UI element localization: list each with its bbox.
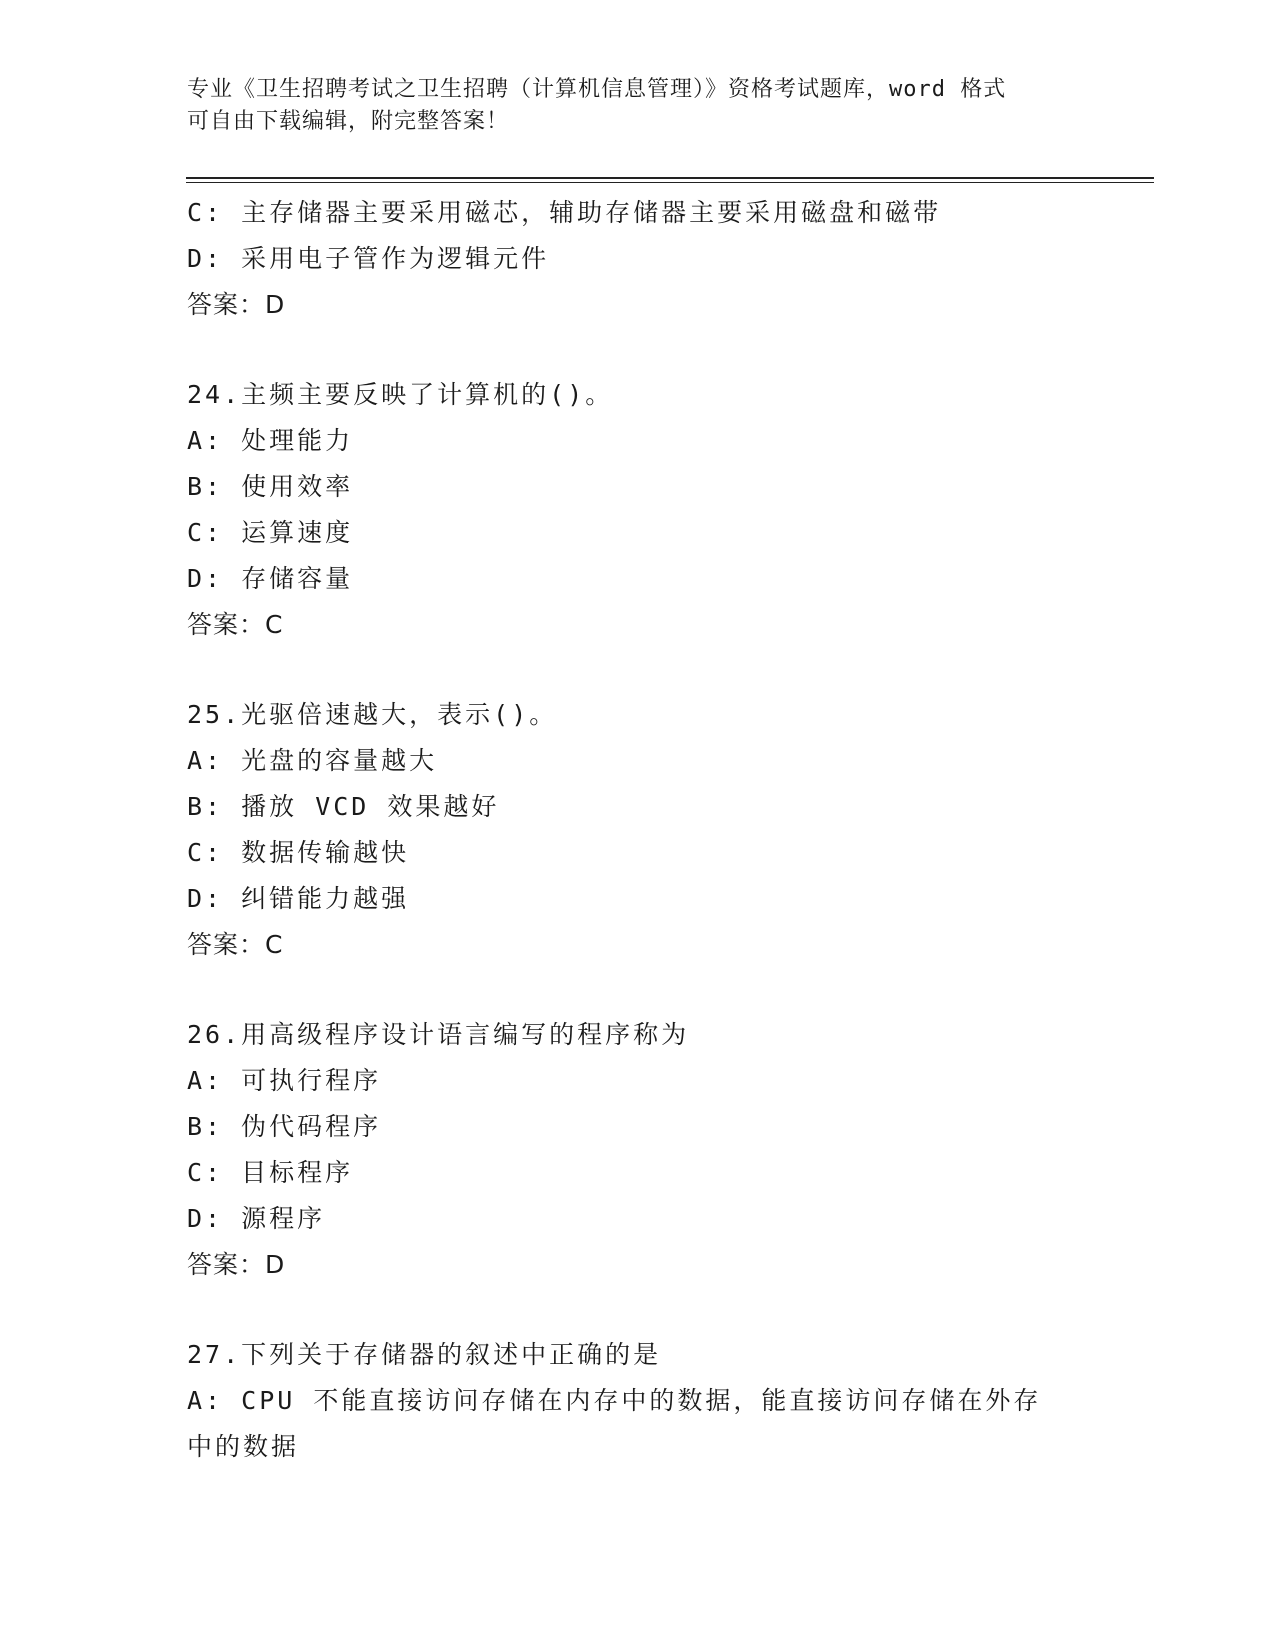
question-text: 26.用高级程序设计语言编写的程序称为 (187, 1020, 690, 1049)
page-header (187, 74, 1067, 138)
header-line-2: 可自由下载编辑，附完整答案！ (187, 109, 510, 134)
option-c: C: 数据传输越快 (187, 838, 410, 867)
question-text: 25.光驱倍速越大，表示()。 (187, 700, 558, 729)
option-d: D: 纠错能力越强 (187, 884, 410, 913)
header-divider-thin (186, 182, 1154, 183)
prev-option-d: D: 采用电子管作为逻辑元件 (187, 244, 550, 273)
option-c: C: 运算速度 (187, 518, 354, 547)
option-a: A: CPU 不能直接访问存储在内存中的数据，能直接访问存储在外存中的数据 (187, 1386, 1042, 1461)
header-divider-thick (186, 177, 1154, 179)
question-24 (187, 372, 1087, 648)
question-25 (187, 692, 1087, 968)
prev-answer: 答案：D (187, 290, 286, 319)
question-list (187, 190, 1087, 1470)
question-text: 24.主频主要反映了计算机的()。 (187, 380, 614, 409)
option-d: D: 源程序 (187, 1204, 326, 1233)
option-b: B: 播放 VCD 效果越好 (187, 792, 500, 821)
answer: 答案：D (187, 1250, 286, 1279)
option-b: B: 伪代码程序 (187, 1112, 382, 1141)
option-a: A: 可执行程序 (187, 1066, 382, 1095)
option-b: B: 使用效率 (187, 472, 354, 501)
question-27 (187, 1332, 1087, 1470)
prev-option-c: C: 主存储器主要采用磁芯，辅助存储器主要采用磁盘和磁带 (187, 198, 942, 227)
option-a: A: 光盘的容量越大 (187, 746, 438, 775)
option-c: C: 目标程序 (187, 1158, 354, 1187)
header-line-1: 专业《卫生招聘考试之卫生招聘（计算机信息管理）》资格考试题库，word 格式 (187, 77, 1007, 102)
option-a: A: 处理能力 (187, 426, 354, 455)
answer: 答案：C (187, 610, 284, 639)
question-text: 27.下列关于存储器的叙述中正确的是 (187, 1340, 662, 1369)
option-d: D: 存储容量 (187, 564, 354, 593)
answer: 答案：C (187, 930, 284, 959)
question-26 (187, 1012, 1087, 1288)
